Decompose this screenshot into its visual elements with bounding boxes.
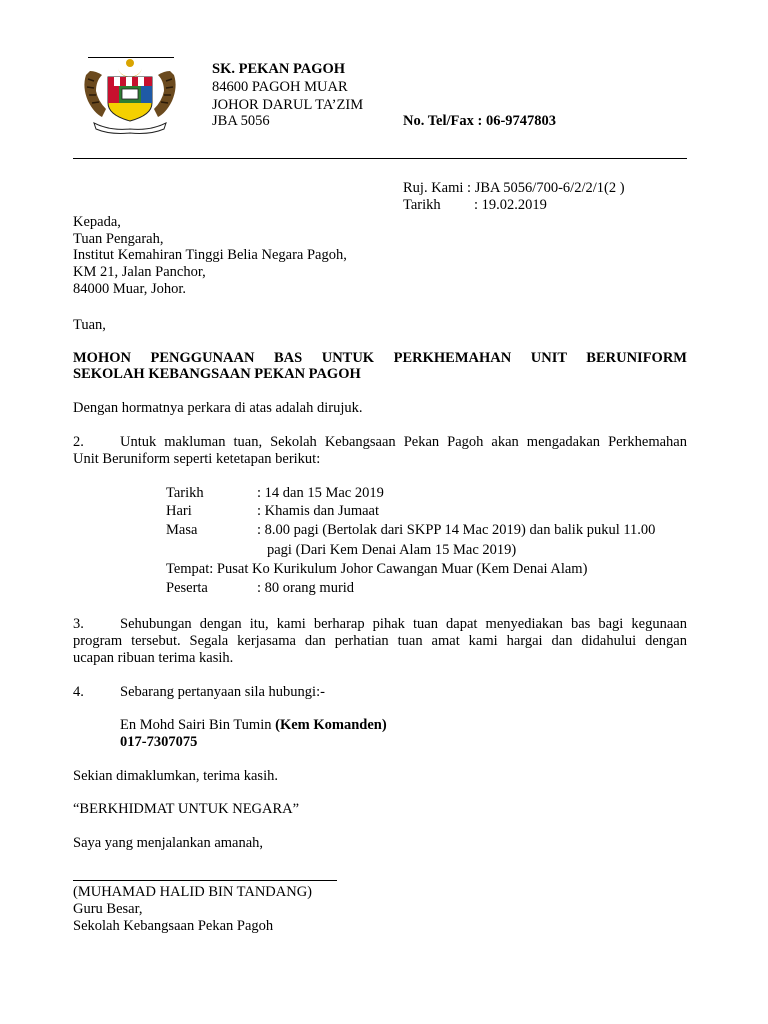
motto: “BERKHIDMAT UNTUK NEGARA” bbox=[73, 801, 300, 817]
address-line-2: JOHOR DARUL TA’ZIM bbox=[212, 97, 364, 113]
recipient-line-1: Tuan Pengarah, bbox=[73, 231, 164, 247]
reference-number: Ruj. Kami : JBA 5056/700-6/2/2/1(2 ) bbox=[403, 180, 625, 196]
recipient-line-2: Institut Kemahiran Tinggi Belia Negara Pagoh, bbox=[73, 247, 347, 263]
detail-tempat: Tempat: Pusat Ko Kurikulum Johor Cawangan Muar (Kem Denai Alam) bbox=[166, 561, 588, 577]
header-divider bbox=[73, 158, 687, 159]
subject-line-2: SEKOLAH KEBANGSAAN PEKAN PAGOH bbox=[73, 366, 361, 382]
paragraph-2-line-2: Unit Beruniform seperti ketetapan berikut: bbox=[73, 451, 321, 467]
contact-role: (Kem Komanden) bbox=[275, 717, 387, 733]
address-line-1: 84600 PAGOH MUAR bbox=[212, 79, 348, 95]
detail-tarikh-label: Tarikh bbox=[166, 485, 204, 501]
paragraph-4-text: Sebarang pertanyaan sila hubungi:- bbox=[120, 684, 325, 700]
signatory-title: Guru Besar, bbox=[73, 901, 143, 917]
detail-hari-value: : Khamis dan Jumaat bbox=[257, 503, 380, 519]
contact-phone: 017-7307075 bbox=[120, 734, 198, 750]
signature-line bbox=[73, 880, 337, 881]
school-name: SK. PEKAN PAGOH bbox=[212, 61, 346, 77]
detail-masa-label: Masa bbox=[166, 522, 198, 538]
recipient-to: Kepada, bbox=[73, 214, 121, 230]
detail-peserta-label: Peserta bbox=[166, 580, 208, 596]
paragraph-2-number: 2. bbox=[73, 434, 84, 450]
detail-tarikh-value: : 14 dan 15 Mac 2019 bbox=[257, 485, 384, 501]
paragraph-2-line-1: Untuk makluman tuan, Sekolah Kebangsaan Pekan Pagoh akan mengadakan Perkhemahan bbox=[120, 434, 687, 450]
paragraph-3-number: 3. bbox=[73, 616, 84, 632]
date-value: : 19.02.2019 bbox=[474, 197, 547, 213]
paragraph-4-number: 4. bbox=[73, 684, 84, 700]
greeting: Tuan, bbox=[73, 317, 106, 333]
detail-masa-value-2: pagi (Dari Kem Denai Alam 15 Mac 2019) bbox=[267, 542, 517, 558]
subject-line-1: MOHON PENGGUNAAN BAS UNTUK PERKHEMAHAN UNIT BERUNIFORM bbox=[73, 350, 687, 366]
signatory-name: (MUHAMAD HALID BIN TANDANG) bbox=[73, 884, 313, 900]
recipient-line-3: KM 21, Jalan Panchor, bbox=[73, 264, 206, 280]
date-label: Tarikh bbox=[403, 197, 441, 213]
paragraph-3-line-3: ucapan ribuan terima kasih. bbox=[73, 650, 234, 666]
signatory-org: Sekolah Kebangsaan Pekan Pagoh bbox=[73, 918, 274, 934]
recipient-line-4: 84000 Muar, Johor. bbox=[73, 281, 186, 297]
contact-person bbox=[120, 716, 387, 734]
paragraph-1: Dengan hormatnya perkara di atas adalah dirujuk. bbox=[73, 400, 363, 416]
detail-hari-label: Hari bbox=[166, 503, 192, 519]
paragraph-3-line-1: Sehubungan dengan itu, kami berharap pihak tuan dapat menyediakan bas bagi kegunaan bbox=[120, 616, 687, 632]
contact-name: En Mohd Sairi Bin Tumin bbox=[120, 717, 276, 733]
detail-peserta-value: : 80 orang murid bbox=[257, 580, 355, 596]
closing-thanks: Sekian dimaklumkan, terima kasih. bbox=[73, 768, 278, 784]
paragraph-3-line-2: program tersebut. Segala kerjasama dan perhatian tuan amat kami hargai dan didahului dengan bbox=[73, 633, 687, 649]
school-code: JBA 5056 bbox=[212, 113, 270, 129]
tel-fax: No. Tel/Fax : 06-9747803 bbox=[403, 113, 557, 129]
detail-masa-value-1: : 8.00 pagi (Bertolak dari SKPP 14 Mac 2019) dan balik pukul 11.00 bbox=[257, 522, 656, 538]
coat-of-arms-icon bbox=[80, 57, 180, 135]
closing-amanah: Saya yang menjalankan amanah, bbox=[73, 835, 264, 851]
